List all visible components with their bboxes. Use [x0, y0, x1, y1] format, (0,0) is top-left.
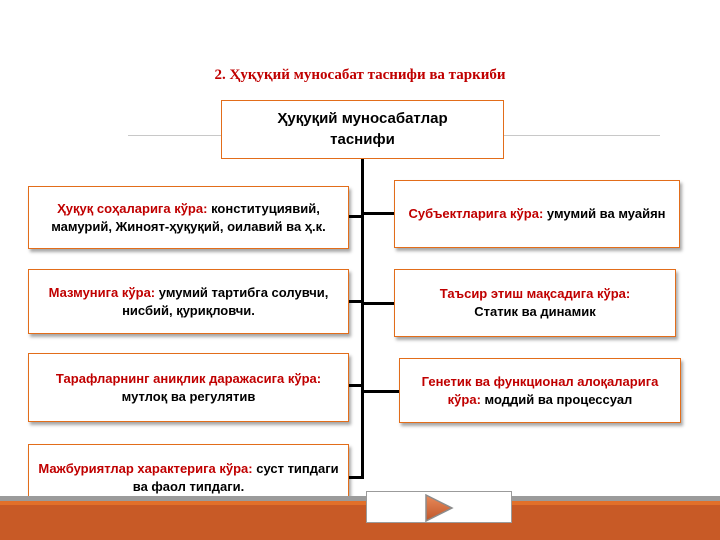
connector-left-3 [349, 384, 363, 387]
right-box-1-body: умумий ва муайян [546, 206, 666, 222]
left-box-4-body: суст типдаги ва фаол типдаги. [132, 461, 339, 494]
connector-left-1 [349, 215, 363, 218]
left-box-2-body: умумий тартибга солувчи, нисбий, қуриқловчи. [122, 284, 329, 318]
right-box-2-text [440, 285, 630, 320]
left-box-3-body: мутлоқ ва регулятив [121, 388, 256, 404]
slide-title: 2. Ҳуқуқий муносабат таснифи ва таркиби [214, 67, 506, 83]
connector-left-2 [349, 300, 363, 303]
root-line-1: Ҳуқуқий муносабатлар [277, 110, 448, 128]
right-box-1-text [408, 205, 665, 223]
right-box-2-body: Статик ва динамик [474, 304, 596, 319]
left-box-2-heading: Мазмунига кўра: [48, 284, 156, 300]
right-box-3-text [406, 373, 674, 408]
left-box-3-heading: Тарафларнинг аниқлик даражасига кўра: [55, 370, 322, 386]
footer-bar [0, 501, 720, 540]
right-box-3 [399, 358, 681, 423]
right-box-3-heading: Генетик ва функционал алоқаларига кўра: [421, 373, 659, 407]
right-box-1-heading: Субъектларига кўра: [408, 206, 544, 222]
connector-trunk [361, 159, 364, 479]
left-box-1-text [35, 200, 342, 235]
connector-left-4 [349, 476, 363, 479]
connector-right-1 [363, 212, 394, 215]
next-slide-button[interactable] [421, 494, 457, 522]
left-box-4-heading: Мажбуриятлар характерига кўра: [38, 461, 253, 477]
root-line-2: таснифи [330, 130, 395, 148]
left-box-1 [28, 186, 349, 249]
left-box-3-text [35, 370, 342, 405]
connector-right-3 [363, 390, 399, 393]
footer-accent-stripe [0, 501, 720, 505]
right-box-2-heading: Таъсир этиш мақсадига кўра: [439, 286, 631, 302]
connector-right-2 [363, 302, 394, 305]
left-box-1-body: конституциявий, мамурий, Жиноят-ҳуқуқий, оилавий ва ҳ.к. [51, 200, 326, 234]
right-box-2 [394, 269, 676, 337]
left-box-2-text [35, 284, 342, 319]
root-node [221, 100, 504, 159]
left-box-3 [28, 353, 349, 422]
left-box-2 [28, 269, 349, 334]
left-box-1-heading: Ҳуқуқ соҳаларига кўра: [57, 200, 208, 216]
right-box-1 [394, 180, 680, 248]
left-box-4-text [35, 460, 342, 495]
play-triangle-icon [421, 494, 457, 522]
right-box-3-body: моддий ва процессуал [484, 391, 633, 407]
